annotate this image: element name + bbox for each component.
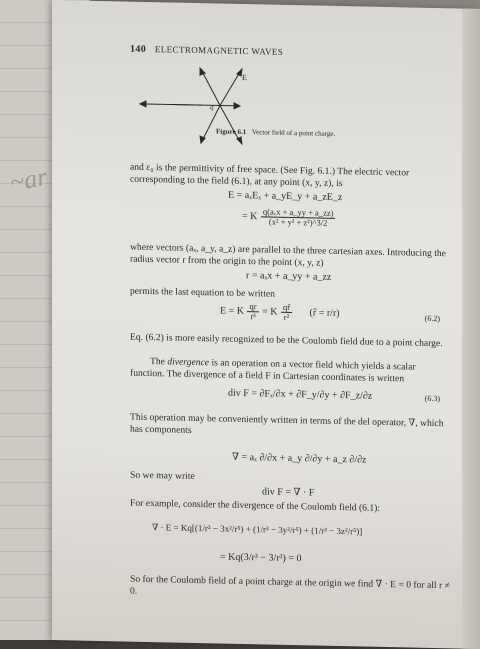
equation-coulomb-field (220, 302, 340, 324)
field-line-lower-right (220, 106, 240, 142)
paragraph-4: Eq. (6.2) is more easily recognized to be the Coulomb field due to a point charge. (130, 331, 443, 350)
paragraph-1: and ε₀ is the permittivity of free space. (See Fig. 6.1.) The electric vector corresponding to the field (6.1), at any point (x, y, z), is (130, 161, 410, 189)
eq2-prefix: = K (242, 210, 258, 223)
eq4-denominator-1: r³ (250, 311, 256, 322)
paragraph-6: This operation may be conveniently written in terms of the del operator, ∇, which has components (130, 411, 444, 436)
eq4-mid: = K (262, 306, 278, 318)
field-line-left (146, 104, 202, 105)
figure-caption-text: Vector field of a point charge. (251, 128, 336, 138)
equation-number-6-3: (6.3) (424, 393, 440, 404)
eq2-fraction (261, 207, 336, 228)
equation-divergence: div F = ∂Fₓ/∂x + ∂F_y/∂y + ∂F_z/∂z (228, 387, 373, 402)
paragraph-5 (130, 356, 450, 386)
field-line-upper-right (220, 72, 240, 106)
page-edge (462, 9, 480, 649)
equation-divergence-result: = Kq(3/r³ − 3/r³) = 0 (220, 551, 302, 565)
eq4-numerator-2: qr̂ (282, 301, 291, 312)
running-title: ELECTROMAGNETIC WAVES (154, 44, 284, 57)
equation-del-operator: ∇ = aₓ ∂/∂x + a_y ∂/∂y + a_z ∂/∂z (232, 451, 367, 466)
equation-coulomb-divergence: ∇ · E = Kq[(1/r³ − 3x²/r⁵) + (1/r³ − 3y²/r⁵) + (1/r³ − 3z²/r⁵)] (152, 522, 363, 537)
field-line-upper-left (202, 71, 220, 105)
paragraph-9: So for the Coulomb field of a point charge at the origin we find ∇ · E = 0 for all r ≠ 0. (130, 573, 450, 597)
eq4-right: (r̂ = r/r) (309, 307, 340, 319)
book-page (52, 0, 480, 649)
eq4-fraction-1 (247, 302, 258, 321)
eq4-left: E = K (220, 305, 244, 317)
vector-label: E (242, 72, 247, 83)
paragraph-2: where vectors (aₓ, a_y, a_z) are parallel to the three cartesian axes. Introducing the radius vector r from the origin to the point (x, y, z) (130, 241, 446, 269)
equation-number-6-2: (6.2) (424, 313, 440, 324)
handwritten-scribble: ~ar (7, 161, 50, 198)
equation-radius-vector: r = aₓx + a_yy + a_zz (246, 270, 332, 283)
arrowhead-right (234, 103, 240, 109)
paragraph-7: So we may write (130, 469, 195, 482)
arrowhead-left (140, 101, 146, 107)
figure-label: Figure 6.1 (216, 127, 247, 137)
paragraph-8: For example, consider the divergence of the Coulomb field (6.1): (130, 497, 380, 514)
equation-div-del: div F = ∇ · F (262, 486, 315, 499)
paragraph-3: permits the last equation to be written (130, 285, 275, 300)
charge-label: q (210, 103, 214, 112)
para5-rest: is an operation on a vector field which yields a scalar function. The divergence of a field F in Cartesian coordinates is written (130, 357, 416, 384)
eq2-denominator: (x² + y² + z²)^3/2 (268, 216, 328, 228)
equation-electric-vector: E = aₓEₓ + a_yE_y + a_zE_z (228, 189, 343, 204)
eq4-numerator-1: qr (249, 301, 257, 312)
running-head (130, 44, 283, 58)
para5-lead: The (150, 356, 165, 368)
para5-emphasis: divergence (167, 356, 210, 369)
eq4-fraction-2 (281, 303, 292, 322)
equation-electric-vector-expanded (242, 207, 336, 228)
eq2-numerator: q(aₓx + a_yy + a_zz) (262, 206, 334, 218)
eq4-denominator-2: r² (283, 311, 290, 322)
arrowhead-upper-left (200, 68, 205, 75)
page-number: 140 (130, 43, 147, 55)
